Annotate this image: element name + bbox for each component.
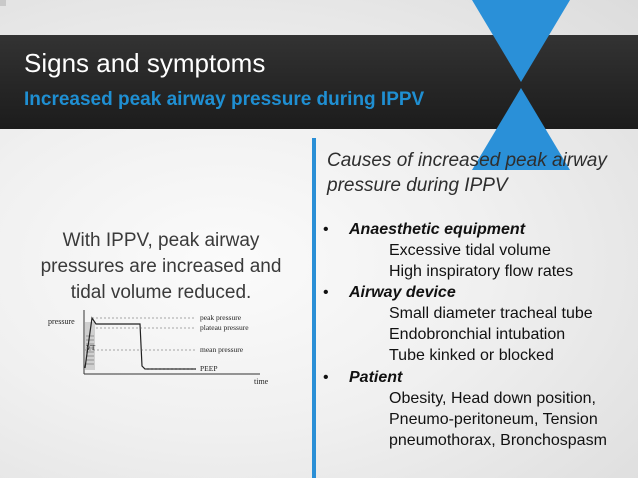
cause-group-name: Airway device bbox=[349, 284, 456, 301]
cause-group-equipment bbox=[323, 219, 635, 282]
figure-label-peak: peak pressure bbox=[200, 313, 242, 322]
slide-subtitle: Increased peak airway pressure during IPPV bbox=[24, 89, 425, 110]
figure-vt-label: VT bbox=[86, 344, 96, 352]
cause-item: High inspiratory flow rates bbox=[389, 263, 574, 280]
cause-item: Excessive tidal volume bbox=[389, 242, 551, 259]
figure-label-plateau: plateau pressure bbox=[200, 323, 249, 332]
cause-item: Tube kinked or blocked bbox=[389, 347, 554, 364]
causes-heading: Causes of increased peak airway pressure during IPPV bbox=[327, 150, 607, 196]
slide-title: Signs and symptoms bbox=[24, 48, 266, 78]
hourglass-logo bbox=[472, 0, 570, 170]
bullet: • bbox=[323, 369, 329, 386]
column-divider bbox=[312, 138, 316, 478]
cause-item: Pneumo-peritoneum, Tension bbox=[389, 411, 598, 428]
figure-x-label: time bbox=[254, 377, 269, 386]
cause-item: Obesity, Head down position, bbox=[389, 390, 596, 407]
pressure-curve bbox=[85, 318, 196, 369]
figure-label-peep: PEEP bbox=[200, 364, 218, 373]
cause-item: Endobronchial intubation bbox=[389, 326, 566, 343]
cause-group-airway-device bbox=[323, 282, 635, 366]
lead-text: With IPPV, peak airway pressures are increased and tidal volume reduced. bbox=[40, 230, 282, 303]
cause-item: pneumothorax, Bronchospasm bbox=[389, 432, 607, 449]
airway-pressure-figure bbox=[48, 306, 280, 388]
cause-group-name: Anaesthetic equipment bbox=[349, 221, 526, 238]
cause-group-header bbox=[323, 219, 635, 240]
bullet: • bbox=[323, 284, 329, 301]
cause-group-name: Patient bbox=[349, 369, 403, 386]
figure-label-mean: mean pressure bbox=[200, 345, 244, 354]
cause-group-header bbox=[323, 367, 635, 388]
bullet: • bbox=[323, 221, 329, 238]
cause-group-patient bbox=[323, 367, 635, 451]
cause-group-header bbox=[323, 282, 635, 303]
cause-item: Small diameter tracheal tube bbox=[389, 305, 593, 322]
figure-y-label: pressure bbox=[48, 317, 75, 326]
slide-corner bbox=[0, 0, 6, 6]
